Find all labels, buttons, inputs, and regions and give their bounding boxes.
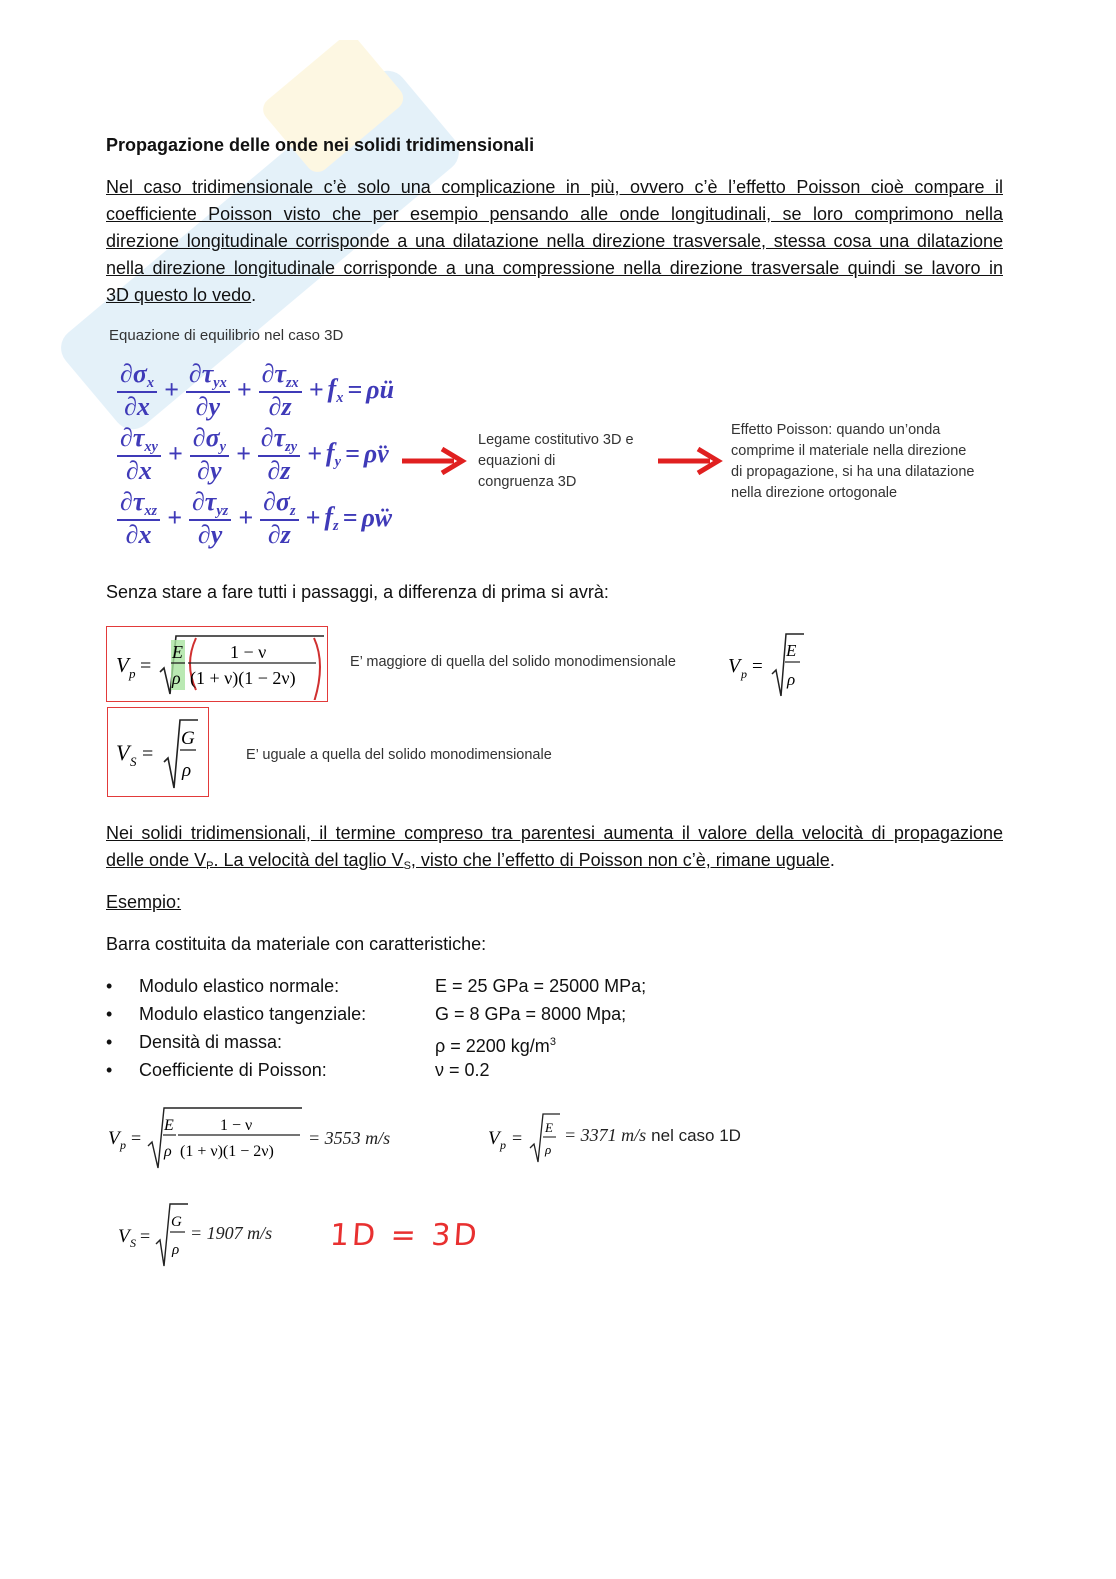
equation-y: $\frac{\partial\tau_{xy}}{\partial x}$ + $\frac{\partial\sigma_y}{\partial y}$ + $\frac{\partial\tau_{zy}}{\partial z}$ + $f_y$ = ρv̈ — [114, 424, 394, 484]
paragraph-1-last-line: 3D questo lo vedo. — [106, 285, 257, 305]
svg-text:G: G — [171, 1214, 182, 1230]
svg-text:E: E — [172, 642, 183, 662]
vs-note: E’ uguale a quella del solido monodimensionale — [246, 747, 552, 763]
page-title: Propagazione delle onde nei solidi tridimensionali — [106, 135, 535, 155]
svg-text:ρ: ρ — [545, 1142, 552, 1157]
paragraph-2-line: delle onde VP. La velocità del taglio VS, visto che l’effetto di Poisson non c’è, rimane uguale. — [106, 850, 835, 872]
list-item: • Modulo elastico normale: E = 25 GPa = 25000 MPa; — [106, 973, 806, 1001]
bullet-icon: • — [106, 1060, 113, 1080]
svg-text:=: = — [512, 1128, 523, 1148]
svg-text:V: V — [116, 740, 130, 765]
svg-text:ρ: ρ — [182, 760, 192, 781]
svg-text:V: V — [118, 1226, 130, 1247]
arrow-right-icon — [400, 446, 468, 476]
poisson-effect-note: Effetto Poisson: quando un’onda comprime il materiale nella direzione di propagazione, si ha una dilatazione nella direzione ortogonale — [731, 422, 975, 501]
svg-text:=: = — [140, 1226, 151, 1246]
handwritten-annotation: 1D = 3D — [328, 1218, 481, 1253]
svg-text:E: E — [786, 641, 797, 660]
equation-z-rhs: ρẅ — [361, 503, 393, 532]
bullet-icon: • — [106, 1004, 113, 1024]
svg-text:S: S — [130, 754, 137, 769]
vs-formula — [112, 712, 204, 792]
equilibrium-equations — [114, 360, 394, 548]
svg-text:ρ: ρ — [172, 1242, 180, 1258]
list-item: • Modulo elastico tangenziale: G = 8 GPa = 8000 Mpa; — [106, 1001, 806, 1029]
svg-text:=: = — [131, 1128, 142, 1148]
svg-text:p: p — [120, 1138, 126, 1152]
paragraph-1-line: direzione longitudinale corrisponde a una dilatazione nella direzione trasversale, stessa cosa una dilatazione — [106, 231, 1003, 251]
arrow-right-icon — [656, 446, 724, 476]
equation-x-rhs: ρü — [366, 375, 395, 404]
vp-1d-formula — [726, 630, 816, 700]
svg-text:p: p — [129, 666, 136, 681]
svg-text:1 − ν: 1 − ν — [230, 642, 267, 662]
list-item: • Densità di massa: ρ = 2200 $kg/m^3$ — [106, 1029, 806, 1057]
figure-caption: Equazione di equilibrio nel caso 3D — [109, 327, 344, 344]
svg-text:S: S — [130, 1236, 136, 1250]
vs-result: = 1907 m/s — [190, 1223, 273, 1243]
vp-3d-result-formula — [106, 1102, 306, 1172]
example-label: Esempio: — [106, 892, 182, 912]
svg-text:p: p — [741, 667, 747, 681]
svg-text:=: = — [752, 656, 763, 677]
svg-text:1 − ν: 1 − ν — [220, 1117, 253, 1134]
vp-1d-result-formula — [486, 1110, 564, 1166]
property-list — [106, 973, 806, 1085]
svg-text:E: E — [164, 1117, 174, 1134]
svg-text:=: = — [140, 655, 152, 677]
vp-1d-result: = 3371 m/s nel caso 1D — [564, 1125, 741, 1145]
svg-text:G: G — [181, 728, 195, 749]
svg-text:(1 + ν)(1 − 2ν): (1 + ν)(1 − 2ν) — [180, 1143, 274, 1160]
svg-text:p: p — [500, 1138, 506, 1152]
equation-z: $\frac{\partial\tau_{xz}}{\partial x}$ + $\frac{\partial\tau_{yz}}{\partial y}$ + $\frac{\partial\sigma_z}{\partial z}$ + $f_z$ = ρẅ — [114, 488, 394, 548]
svg-text:E: E — [545, 1120, 553, 1135]
list-item: • Coefficiente di Poisson: ν = 0.2 — [106, 1057, 806, 1085]
svg-text:ρ: ρ — [172, 668, 181, 688]
svg-text:ρ: ρ — [164, 1143, 172, 1160]
paragraph-1-line: coefficiente Poisson visto che per esempio pensando alle onde longitudinali, se loro comprimono nella — [106, 204, 1003, 224]
svg-text:V: V — [728, 655, 741, 677]
bullet-icon: • — [106, 1032, 113, 1052]
bullet-icon: • — [106, 976, 113, 996]
vp-3d-result: = 3553 m/s — [308, 1128, 391, 1148]
svg-text:V: V — [488, 1128, 500, 1149]
equation-y-rhs: ρv̈ — [363, 439, 389, 468]
svg-text:V: V — [116, 653, 129, 677]
vs-result-formula — [116, 1200, 192, 1268]
vp-note: E’ maggiore di quella del solido monodimensionale — [350, 654, 676, 670]
example-intro: Barra costituita da materiale con caratteristiche: — [106, 934, 487, 954]
svg-text:V: V — [108, 1128, 120, 1149]
intro-text: Senza stare a fare tutti i passaggi, a differenza di prima si avrà: — [106, 582, 609, 602]
vp-3d-formula — [110, 628, 330, 700]
paragraph-1 — [106, 174, 1003, 309]
equation-x: $\frac{\partial\sigma_x}{\partial x}$ + $\frac{\partial\tau_{yx}}{\partial y}$ + $\frac{\partial\tau_{zx}}{\partial z}$ + $f_x$ = ρü — [114, 360, 394, 420]
constitutive-law-note: Legame costitutivo 3D e equazioni di congruenza 3D — [478, 432, 634, 490]
paragraph-1-line: Nel caso tridimensionale c’è solo una complicazione in più, ovvero c’è l’effetto Poisson cioè compare il — [106, 177, 1003, 197]
paragraph-2 — [106, 820, 1003, 880]
svg-text:=: = — [142, 743, 154, 765]
svg-text:(1 + ν)(1 − 2ν): (1 + ν)(1 − 2ν) — [190, 668, 296, 688]
paragraph-2-line: Nei solidi tridimensionali, il termine compreso tra parentesi aumenta il valore della velocità di propagazione — [106, 823, 1003, 843]
paragraph-1-line: nella direzione longitudinale corrisponde a una compressione nella direzione trasversale quindi se lavoro in — [106, 258, 1003, 278]
svg-text:ρ: ρ — [787, 670, 796, 689]
